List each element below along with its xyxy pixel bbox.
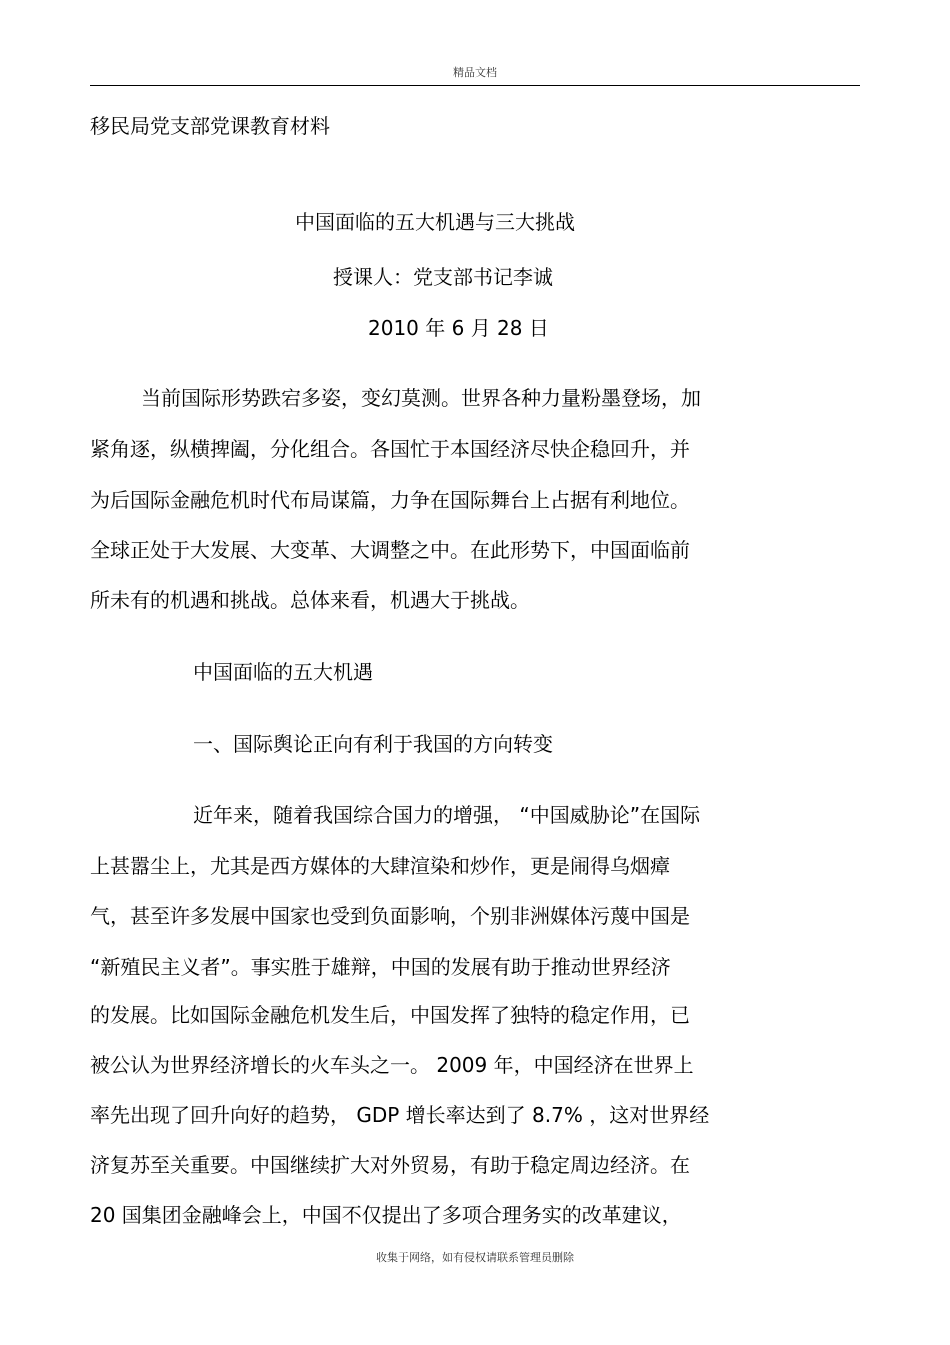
body-line: 被公认为世界经济增长的火车头之一。 2009 年，中国经济在世界上 xyxy=(90,1053,694,1077)
date-line: 2010 年 6 月 28 日 xyxy=(368,316,549,340)
body-line: 近年来，随着我国综合国力的增强， “中国威胁论”在国际 xyxy=(193,803,701,827)
body-line: 20 国集团金融峰会上，中国不仅提出了多项合理务实的改革建议， xyxy=(90,1203,682,1227)
body-line: “新殖民主义者”。事实胜于雄辩，中国的发展有助于推动世界经济 xyxy=(90,955,671,979)
org-title: 移民局党支部党课教育材料 xyxy=(90,114,330,138)
body-line: 率先出现了回升向好的趋势， GDP 增长率达到了 8.7% ，这对世界经 xyxy=(90,1103,710,1127)
body-line: 气，甚至许多发展中国家也受到负面影响，个别非洲媒体污蔑中国是 xyxy=(90,904,690,928)
header-divider xyxy=(90,85,860,86)
intro-line: 所未有的机遇和挑战。总体来看，机遇大于挑战。 xyxy=(90,588,530,612)
page-header-label: 精品文档 xyxy=(453,66,497,79)
intro-line: 全球正处于大发展、大变革、大调整之中。在此形势下，中国面临前 xyxy=(90,538,690,562)
body-line: 上甚嚣尘上，尤其是西方媒体的大肆渲染和炒作，更是闹得乌烟瘴 xyxy=(90,854,670,878)
page-footer-label: 收集于网络，如有侵权请联系管理员删除 xyxy=(376,1251,574,1264)
subsection-title: 一、国际舆论正向有利于我国的方向转变 xyxy=(193,732,553,756)
intro-line: 当前国际形势跌宕多姿，变幻莫测。世界各种力量粉墨登场，加 xyxy=(141,386,701,410)
body-line: 济复苏至关重要。中国继续扩大对外贸易，有助于稳定周边经济。在 xyxy=(90,1153,690,1177)
intro-line: 紧角逐，纵横捭阖，分化组合。各国忙于本国经济尽快企稳回升，并 xyxy=(90,437,690,461)
body-line: 的发展。比如国际金融危机发生后，中国发挥了独特的稳定作用，已 xyxy=(90,1003,690,1027)
lecturer-line: 授课人：党支部书记李诚 xyxy=(333,265,553,289)
intro-line: 为后国际金融危机时代布局谋篇，力争在国际舞台上占据有利地位。 xyxy=(90,488,690,512)
document-title: 中国面临的五大机遇与三大挑战 xyxy=(295,210,575,234)
section-title: 中国面临的五大机遇 xyxy=(193,660,373,684)
